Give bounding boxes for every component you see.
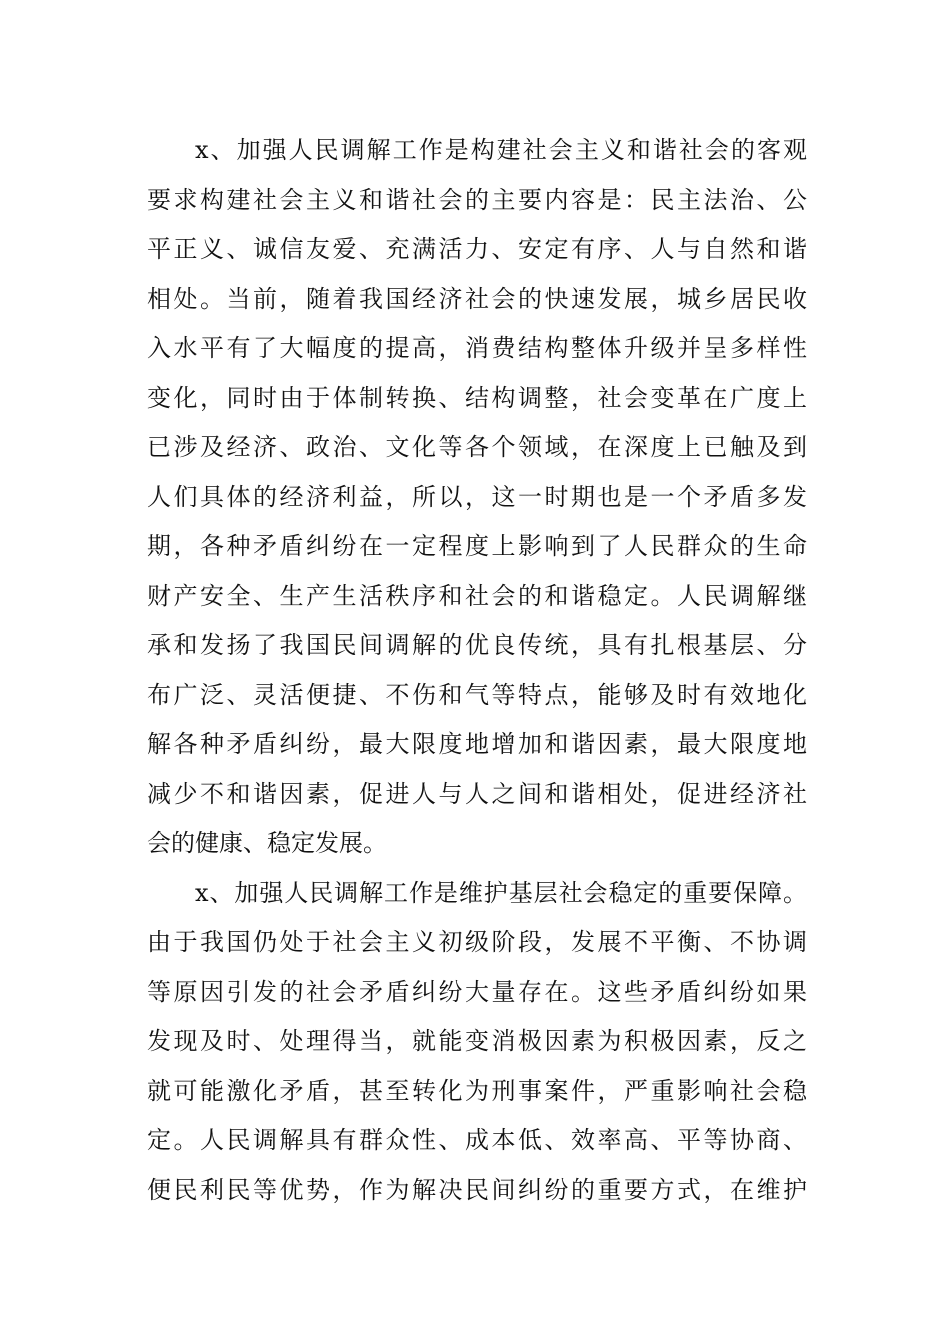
text-line: 平正义、诚信友爱、充满活力、安定有序、人与自然和谐 [147,235,807,263]
text-line: 由于我国仍处于社会主义初级阶段，发展不平衡、不协调 [147,928,807,956]
text-line: 变化，同时由于体制转换、结构调整，社会变革在广度上 [147,383,807,412]
text-line: 财产安全、生产生活秩序和社会的和谐稳定。人民调解继 [147,581,807,610]
text-line: 会的健康、稳定发展。 [147,829,387,857]
text-line: x、加强人民调解工作是维护基层社会稳定的重要保障。 [195,878,807,907]
text-line: 相处。当前，随着我国经济社会的快速发展，城乡居民收 [147,284,807,313]
text-line: 要求构建社会主义和谐社会的主要内容是：民主法治、公 [147,185,807,214]
text-line: 承和发扬了我国民间调解的优良传统，具有扎根基层、分 [147,631,807,659]
text-line: 人们具体的经济利益，所以，这一时期也是一个矛盾多发 [147,482,807,511]
text-line: 等原因引发的社会矛盾纠纷大量存在。这些矛盾纠纷如果 [147,977,807,1006]
text-line: 入水平有了大幅度的提高，消费结构整体升级并呈多样性 [147,334,807,362]
text-line: 布广泛、灵活便捷、不伤和气等特点，能够及时有效地化 [147,680,807,709]
text-line: 就可能激化矛盾，甚至转化为刑事案件，严重影响社会稳 [147,1076,807,1105]
text-line: 解各种矛盾纠纷，最大限度地增加和谐因素，最大限度地 [147,730,807,758]
text-line: 期，各种矛盾纠纷在一定程度上影响到了人民群众的生命 [147,532,807,560]
document-body [147,126,807,1215]
text-line: 便民利民等优势，作为解决民间纠纷的重要方式，在维护 [147,1175,807,1204]
text-line: 已涉及经济、政治、文化等各个领域，在深度上已触及到 [147,433,807,461]
text-line: 减少不和谐因素，促进人与人之间和谐相处，促进经济社 [147,779,807,808]
text-line: 发现及时、处理得当，就能变消极因素为积极因素，反之 [147,1027,807,1055]
text-line: x、加强人民调解工作是构建社会主义和谐社会的客观 [195,136,807,164]
text-line: 定。人民调解具有群众性、成本低、效率高、平等协商、 [147,1126,807,1154]
